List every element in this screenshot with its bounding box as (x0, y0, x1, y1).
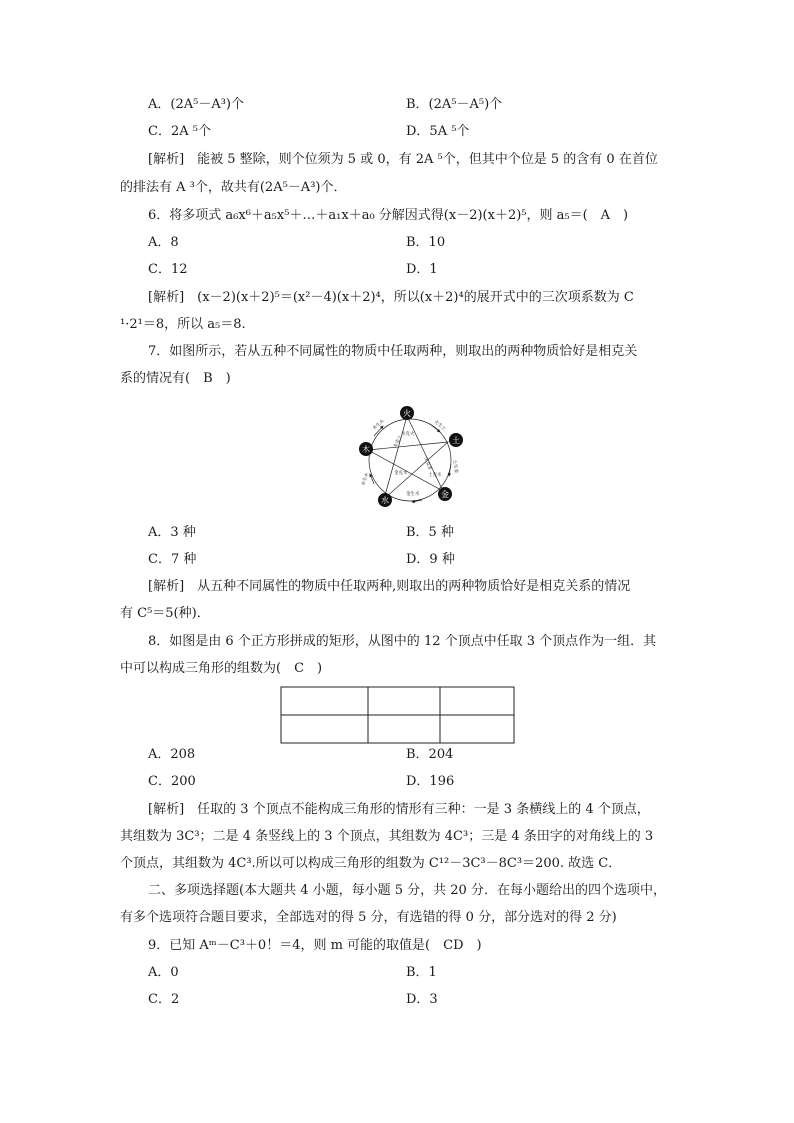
q5-option-a: A．(2A⁵－A³)个 (148, 97, 245, 112)
q9-option-d: D．3 (406, 992, 438, 1007)
q7-stem-line2: 系的情况有( B ) (120, 371, 231, 386)
q7-explanation-line1: [解析] 从五种不同属性的物质中任取两种,则取出的两种物质恰好是相克关系的情况 (148, 579, 631, 594)
q8-option-b: B．204 (406, 747, 454, 762)
label-ke-4: 木克土 (393, 434, 404, 449)
q7-option-c: C．7 种 (148, 552, 197, 567)
q8-option-c: C．200 (148, 774, 196, 789)
q7-explanation-line2: 有 C⁵＝5(种)． (120, 606, 210, 621)
q6-option-c: C．12 (148, 262, 188, 277)
q7-option-d: D．9 种 (406, 552, 455, 567)
q5-explanation-line1: [解析] 能被 5 整除，则个位须为 5 或 0，有 2A ⁵个，但其中个位是 5 的含有 0 在首位 (148, 152, 658, 167)
q9-option-a: A．0 (148, 965, 179, 980)
section2-line1: 二、多项选择题(本大题共 4 小题，每小题 5 分，共 20 分．在每小题给出的四个选项中， (148, 883, 666, 898)
sheng-arrow-2 (449, 464, 451, 476)
label-ke-1: 水克火 (401, 432, 415, 437)
q8-option-d: D．196 (406, 774, 455, 789)
q7-stem-line1: 7．如图所示，若从五种不同属性的物质中任取两种，则取出的两种物质恰好是相克关 (148, 344, 638, 359)
q5-option-c: C．2A ⁵个 (148, 124, 211, 139)
q5-option-b: B．(2A⁵－A⁵)个 (406, 97, 503, 112)
label-sheng-4: 水生木 (361, 472, 371, 487)
q6-explanation-line2: ¹·2¹＝8，所以 a₅＝8. (120, 317, 246, 332)
q5-option-d: D．5A ⁵个 (406, 124, 470, 139)
node-fire: 火 (403, 409, 411, 418)
q8-explanation-line1: [解析] 任取的 3 个顶点不能构成三角形的情形有三种：一是 3 条横线上的 4 个顶点， (148, 802, 650, 817)
node-wood: 木 (362, 445, 370, 454)
q6-stem: 6．将多项式 a₆x⁶＋a₅x⁵＋…＋a₁x＋a₀ 分解因式得(x－2)(x＋2)⁵，则 a₅＝( A ) (148, 208, 629, 223)
rectangle-grid-figure (280, 686, 516, 746)
label-sheng-2: 土生金 (451, 459, 459, 474)
q7-option-b: B．5 种 (406, 525, 454, 540)
section2-line2: 有多个选项符合题目要求，全部选对的得 5 分，有选错的得 0 分，部分选对的得 2 分) (120, 910, 617, 925)
five-elements-diagram (350, 402, 470, 512)
q6-option-d: D．1 (406, 262, 438, 277)
q8-stem-line1: 8．如图是由 6 个正方形拼成的矩形，从图中的 12 个顶点中任取 3 个顶点作为一组．其 (148, 634, 657, 649)
node-earth: 土 (452, 436, 460, 445)
q5-explanation-line2: 的排法有 A ³个，故共有(2A⁵－A³)个． (120, 180, 347, 195)
q9-stem: 9．已知 Aᵐ－C³＋0！＝4，则 m 可能的取值是( CD ) (148, 938, 482, 953)
label-sheng-5: 木生火 (372, 419, 386, 432)
label-ke-2: 火克金 (422, 456, 433, 472)
label-ke-3: 金克木 (394, 471, 408, 476)
q8-explanation-line3: 个顶点，其组数为 4C³.所以可以构成三角形的组数为 C¹²－3C³－8C³＝200. 故选 C． (120, 856, 622, 871)
node-metal: 金 (441, 490, 449, 499)
label-ke-5: 土克水 (428, 473, 442, 478)
label-sheng-3: 金生水 (406, 492, 420, 497)
q8-stem-line2: 中可以构成三角形的组数为( C ) (120, 661, 323, 676)
q6-option-a: A．8 (148, 235, 179, 250)
q8-option-a: A．208 (148, 747, 196, 762)
q9-option-b: B．1 (406, 965, 437, 980)
label-sheng-1: 火生土 (432, 419, 447, 433)
q9-option-c: C．2 (148, 992, 180, 1007)
q6-explanation-line1: [解析] (x－2)(x＋2)⁵＝(x²－4)(x＋2)⁴，所以(x＋2)⁴的展开式中的三次项系数为 C (148, 290, 634, 305)
node-water: 水 (381, 496, 389, 505)
q6-option-b: B．10 (406, 235, 446, 250)
q8-explanation-line2: 其组数为 3C³；二是 4 条竖线上的 3 个顶点，其组数为 4C³；三是 4 条田字的对角线上的 3 (120, 829, 654, 844)
q7-option-a: A．3 种 (148, 525, 196, 540)
